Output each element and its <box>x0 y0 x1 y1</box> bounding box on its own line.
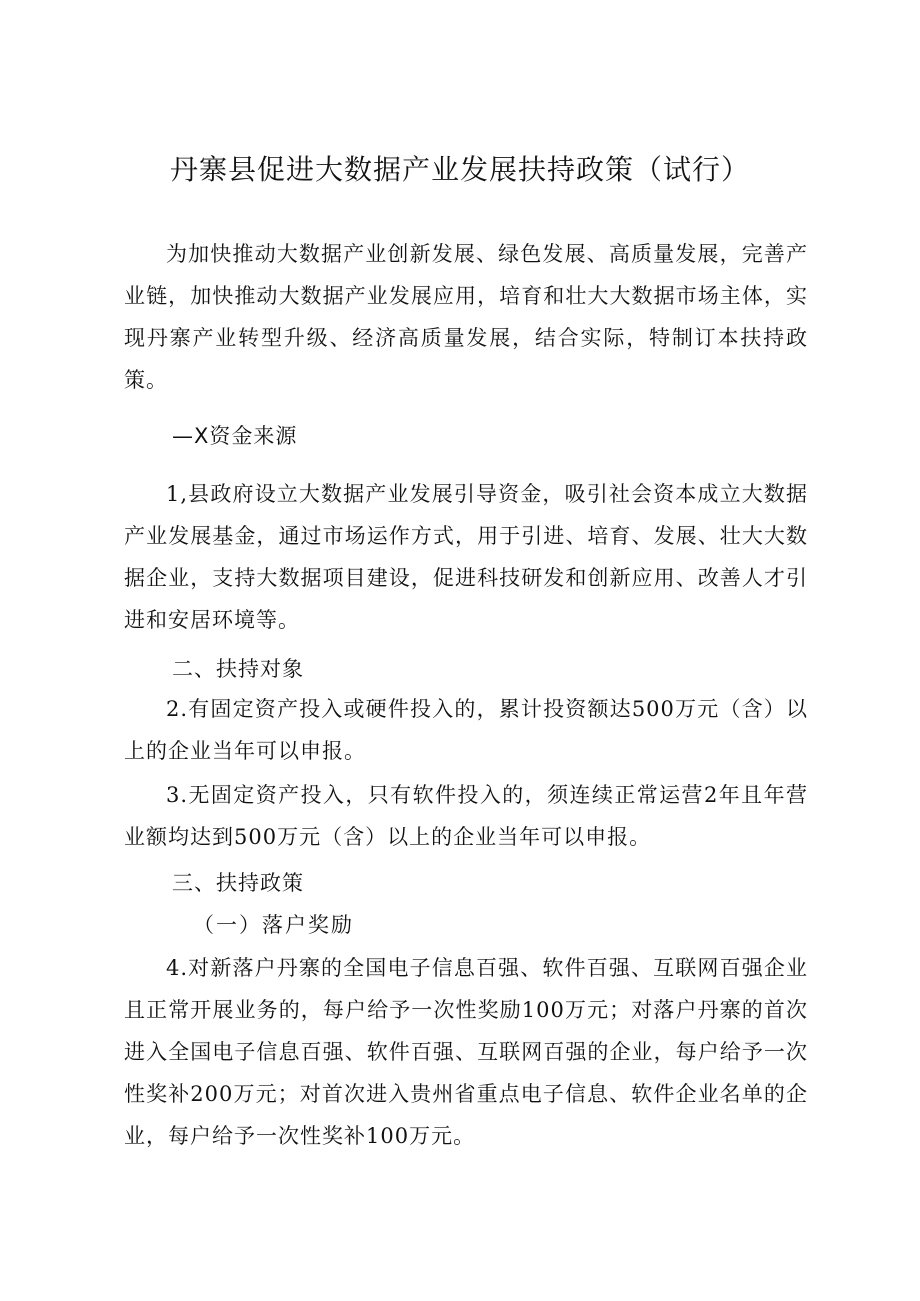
intro-paragraph: 为加快推动大数据产业创新发展、绿色发展、高质量发展，完善产业链，加快推动大数据产业发展应用，培育和壮大大数据市场主体，实现丹寨产业转型升级、经济高质量发展，结合实际，特制订本扶持政策。 <box>124 242 808 392</box>
document-title: 丹寨县促进大数据产业发展扶持政策（试行） <box>169 153 750 186</box>
section-heading-support-policy: 三、扶持政策 <box>172 871 304 895</box>
subsection-heading-settlement-reward: （一）落户奖励 <box>193 913 354 937</box>
section-heading-funding-source: —X资金来源 <box>172 424 298 448</box>
clause-1: 1,县政府设立大数据产业发展引导资金，吸引社会资本成立大数据产业发展基金，通过市场运作方式，用于引进、培育、发展、壮大大数据企业，支持大数据项目建设，促进科技研发和创新应用、改善人才引进和安居环境等。 <box>124 482 808 632</box>
clause-2: 2.有固定资产投入或硬件投入的，累计投资额达500万元（含）以上的企业当年可以申报。 <box>124 697 808 763</box>
clause-4: 4.对新落户丹寨的全国电子信息百强、软件百强、互联网百强企业且正常开展业务的，每户给予一次性奖励100万元；对落户丹寨的首次进入全国电子信息百强、软件百强、互联网百强的企业，每户给予一次性奖补200万元；对首次进入贵州省重点电子信息、软件企业名单的企业，每户给予一次性奖补100万元。 <box>124 956 808 1148</box>
section-heading-support-targets: 二、扶持对象 <box>172 657 304 681</box>
clause-3: 3.无固定资产投入，只有软件投入的，须连续正常运营2年且年营业额均达到500万元（含）以上的企业当年可以申报。 <box>124 783 808 849</box>
